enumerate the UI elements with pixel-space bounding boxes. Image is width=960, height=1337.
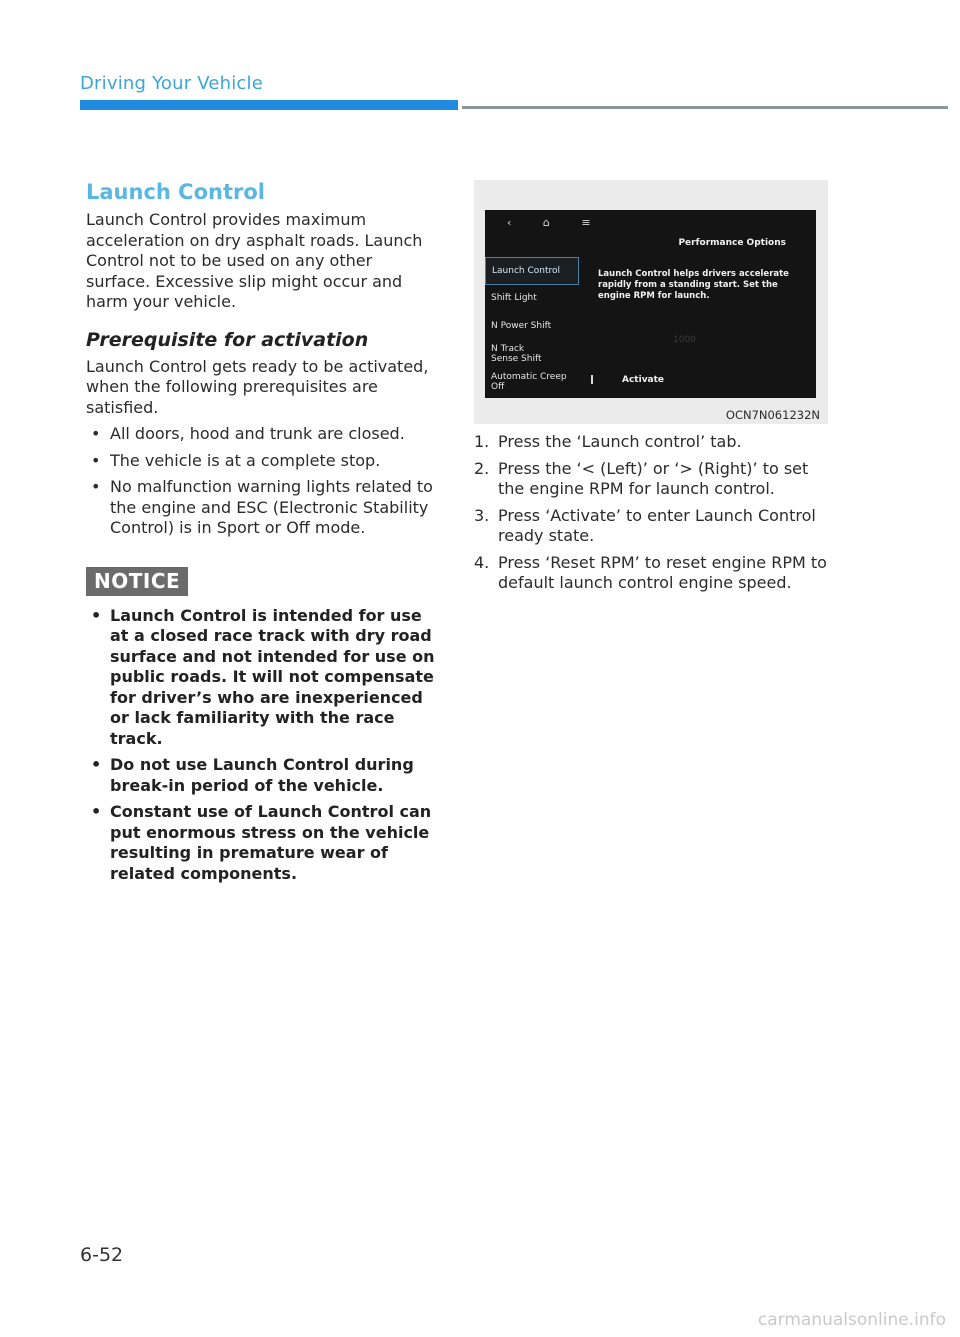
step-text: Press ‘Reset RPM’ to reset engine RPM to default launch control engine speed. xyxy=(498,552,827,592)
step-item xyxy=(474,459,828,500)
notice-item-text: Launch Control is intended for use at a closed race track with dry road surface and not intended for use on public roads. It will not compensate for driver’s who are inexperienced or lack familiarity with the race track. xyxy=(110,605,435,748)
menu-item-automatic-creep-off: Automatic Creep Off xyxy=(491,372,567,392)
notice-item-text: Constant use of Launch Control can put enormous stress on the vehicle resulting in premature wear of related components. xyxy=(110,802,432,883)
infotainment-screen xyxy=(485,210,816,398)
back-icon: ‹ xyxy=(507,216,512,229)
home-icon: ⌂ xyxy=(542,216,550,229)
menu-item-n-track-sense-shift: N Track Sense Shift xyxy=(491,344,542,364)
figure-caption: OCN7N061232N xyxy=(725,408,820,422)
figure-frame xyxy=(474,180,828,424)
watermark: carmanualsonline.info xyxy=(757,1310,946,1330)
prerequisite-title: Prerequisite for activation xyxy=(86,328,369,351)
intro-paragraph: Launch Control provides maximum acceleration on dry asphalt roads. Launch Control not to be used on any other surface. Excessive slip might occur and harm your vehicle. xyxy=(86,210,423,311)
step-item xyxy=(474,553,828,594)
page-header-title: Driving Your Vehicle xyxy=(80,73,263,94)
prerequisite-paragraph: Launch Control gets ready to be activated, when the following prerequisites are satisfied. xyxy=(86,356,429,417)
screen-menu xyxy=(485,257,579,392)
notice-item xyxy=(86,606,438,750)
bullet-icon: • xyxy=(91,477,101,496)
notice-item-text: Do not use Launch Control during break-in period of the vehicle. xyxy=(110,755,414,795)
activate-label: Activate xyxy=(622,375,665,385)
step-text: Press ‘Activate’ to enter Launch Control ready state. xyxy=(498,505,816,545)
activate-toggle-icon xyxy=(591,375,593,384)
steps-list xyxy=(474,432,828,594)
step-number: 4. xyxy=(474,552,490,572)
notice-item xyxy=(86,802,438,884)
page-number: 6-52 xyxy=(80,1244,124,1266)
list-item xyxy=(86,477,438,539)
menu-icon: ≡ xyxy=(581,216,591,229)
bullet-icon: • xyxy=(91,802,102,821)
step-text: Press the ‘Launch control’ tab. xyxy=(498,432,742,451)
screen-description: Launch Control helps drivers accelerate rapidly from a standing start. Set the engine RPM for launch. xyxy=(598,269,789,301)
step-number: 1. xyxy=(474,432,490,451)
notice-item xyxy=(86,755,438,796)
bullet-icon: • xyxy=(91,755,102,774)
list-item xyxy=(86,451,438,472)
bullet-icon: • xyxy=(91,424,101,443)
menu-item-shift-light: Shift Light xyxy=(491,293,537,303)
notice-list xyxy=(86,606,438,885)
menu-item-n-power-shift: N Power Shift xyxy=(491,321,552,331)
step-number: 2. xyxy=(474,458,490,478)
header-rule-gray xyxy=(462,106,948,109)
list-item-text: The vehicle is at a complete stop. xyxy=(110,450,381,470)
bullet-icon: • xyxy=(91,450,101,470)
section-title: Launch Control xyxy=(86,180,265,204)
prerequisite-list xyxy=(86,424,438,539)
screen-nav-bar xyxy=(507,216,619,229)
list-item xyxy=(86,424,438,445)
bullet-icon: • xyxy=(91,605,102,625)
header-rule-accent xyxy=(80,100,458,110)
menu-item-launch-control: Launch Control xyxy=(485,257,579,285)
step-item xyxy=(474,506,828,547)
step-item xyxy=(474,432,828,453)
list-item-text: All doors, hood and trunk are closed. xyxy=(110,424,405,443)
screen-title: Performance Options xyxy=(678,238,786,248)
list-item-text: No malfunction warning lights related to the engine and ESC (Electronic Stability Control) is in Sport or Off mode. xyxy=(110,477,433,537)
step-text: Press the ‘< (Left)’ or ‘> (Right)’ to set the engine RPM for launch control. xyxy=(498,458,809,498)
rpm-readout: 1000 xyxy=(673,335,696,345)
right-column xyxy=(474,180,828,600)
step-number: 3. xyxy=(474,505,490,525)
left-column xyxy=(86,180,438,890)
notice-badge: NOTICE xyxy=(86,567,188,596)
